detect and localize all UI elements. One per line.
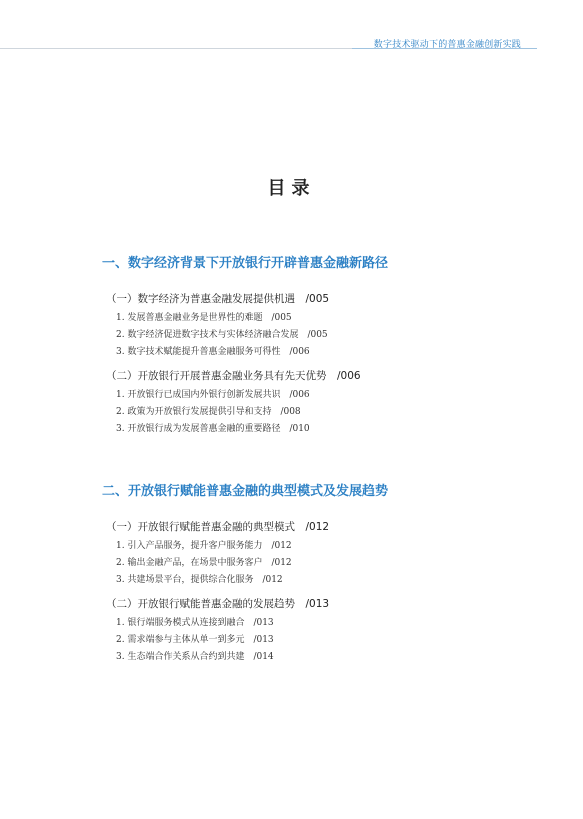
toc-item[interactable]: 1. 开放银行已成国内外银行创新发展共识 /006 <box>116 390 310 400</box>
section-1-1-items <box>102 310 542 361</box>
toc-item[interactable]: 1. 引入产品服务，提升客户服务能力 /012 <box>116 541 292 551</box>
toc-item[interactable]: 2. 需求端参与主体从单一到多元 /013 <box>116 635 274 645</box>
table-of-contents <box>102 250 542 670</box>
toc-item[interactable]: 3. 数字技术赋能提升普惠金融服务可得性 /006 <box>116 347 310 357</box>
section-1-2-items <box>102 387 542 438</box>
section-2-1-items <box>102 538 542 589</box>
section-2-2-items <box>102 615 542 666</box>
toc-item[interactable]: 3. 共建场景平台，提供综合化服务 /012 <box>116 575 283 585</box>
section-2-2-title[interactable]: （二）开放银行赋能普惠金融的发展趋势 /013 <box>106 598 330 610</box>
toc-item[interactable]: 3. 开放银行成为发展普惠金融的重要路径 /010 <box>116 424 310 434</box>
toc-item[interactable]: 2. 输出金融产品，在场景中服务客户 /012 <box>116 558 292 568</box>
toc-item[interactable]: 1. 银行端服务模式从连接到融合 /013 <box>116 618 274 628</box>
chapter-2-title[interactable]: 二、开放银行赋能普惠金融的典型模式及发展趋势 <box>102 484 389 499</box>
toc-heading: 目录 <box>267 178 316 199</box>
chapter-spacer <box>102 442 542 478</box>
running-header-title: 数字技术驱动下的普惠金融创新实践 <box>373 40 521 50</box>
section-1-1-title[interactable]: （一）数字经济为普惠金融发展提供机遇 /005 <box>106 293 330 305</box>
toc-item[interactable]: 1. 发展普惠金融业务是世界性的难题 /005 <box>116 313 292 323</box>
toc-item[interactable]: 3. 生态端合作关系从合约到共建 /014 <box>116 652 274 662</box>
header-rule <box>0 48 352 49</box>
section-2-1-title[interactable]: （一）开放银行赋能普惠金融的典型模式 /012 <box>106 521 330 533</box>
toc-item[interactable]: 2. 数字经济促进数字技术与实体经济融合发展 /005 <box>116 330 328 340</box>
chapter-1-title[interactable]: 一、数字经济背景下开放银行开辟普惠金融新路径 <box>102 256 389 271</box>
section-1-2-title[interactable]: （二）开放银行开展普惠金融业务具有先天优势 /006 <box>106 370 361 382</box>
toc-item[interactable]: 2. 政策为开放银行发展提供引导和支持 /008 <box>116 407 301 417</box>
